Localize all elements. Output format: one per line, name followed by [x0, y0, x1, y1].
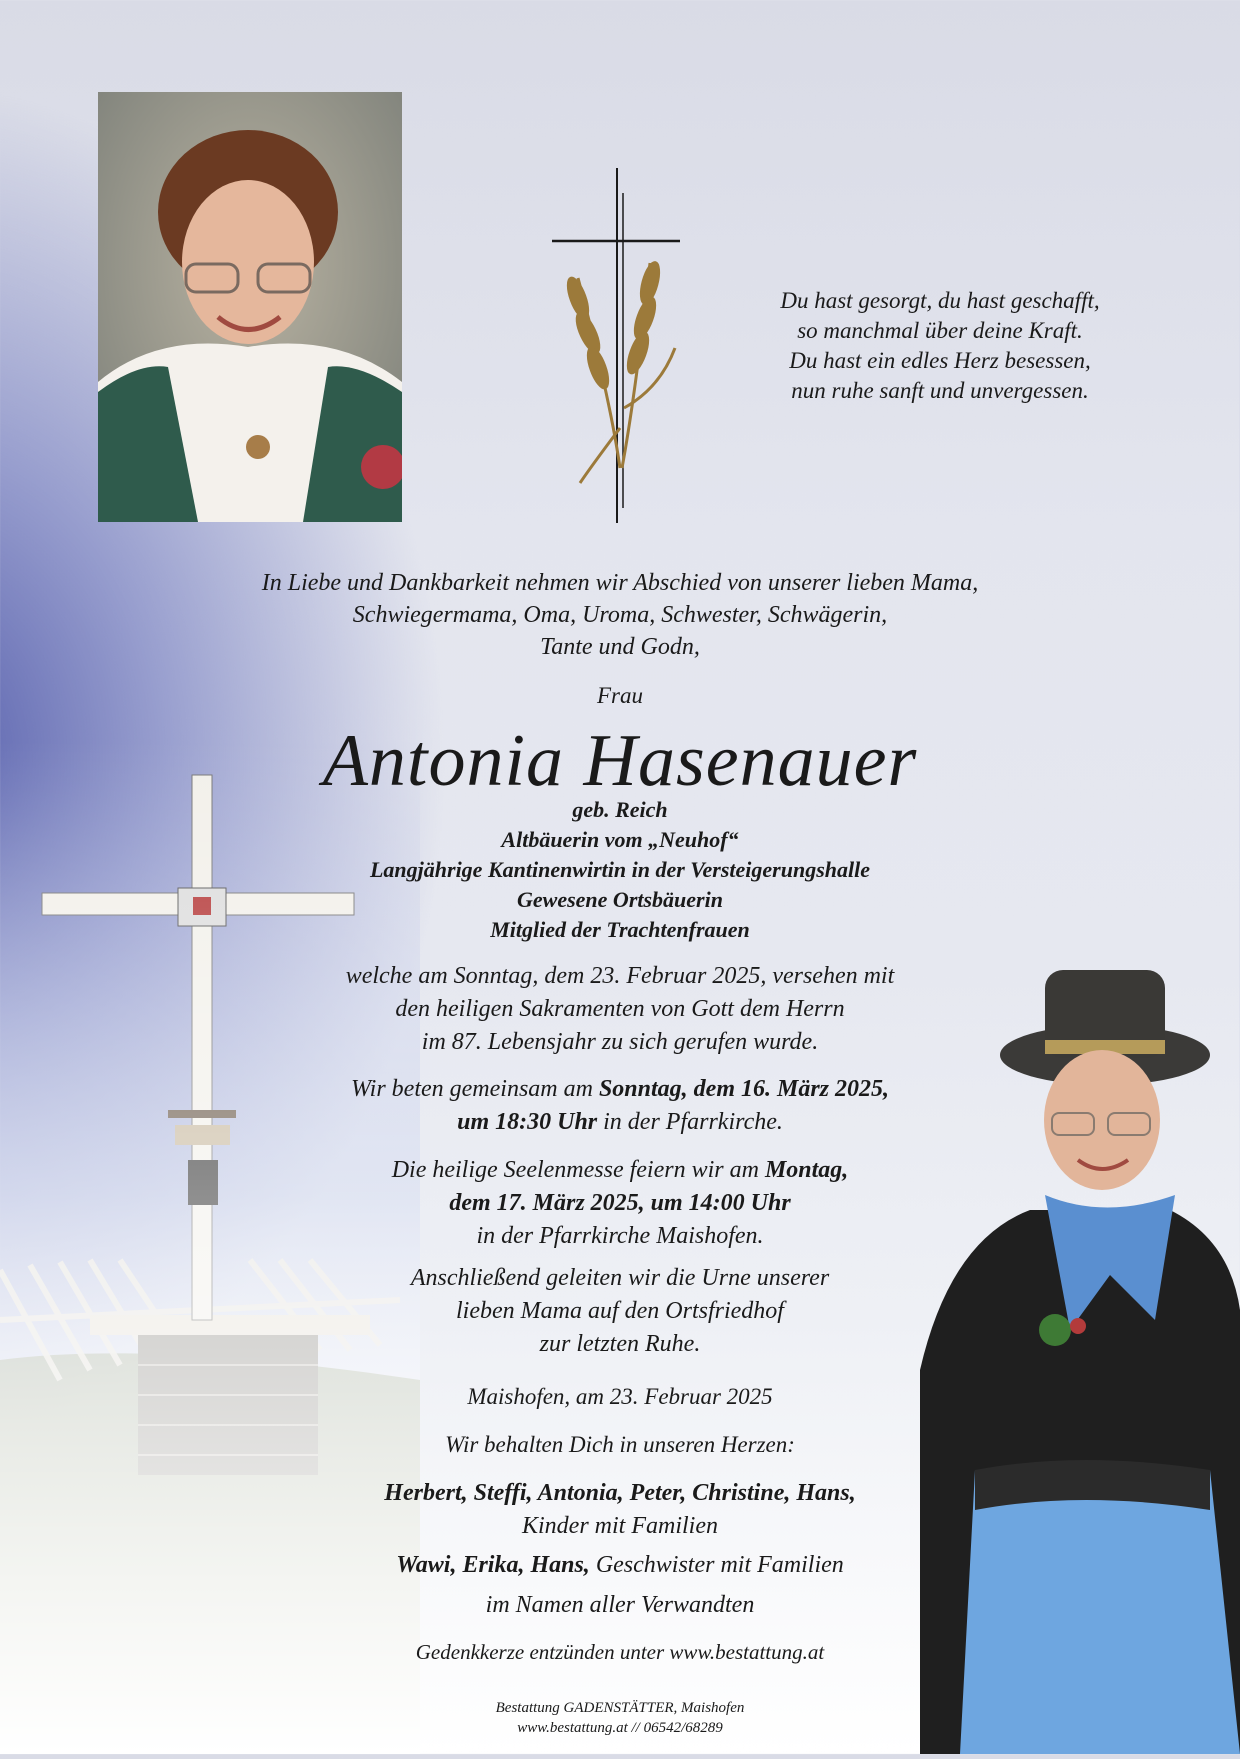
children-relation: Kinder mit Familien — [522, 1513, 718, 1539]
prayer-date: Sonntag, dem 16. März 2025, — [598, 1076, 890, 1102]
death-line: den heiligen Sakramenten von Gott dem Herrn — [395, 996, 845, 1022]
intro-text — [0, 567, 1240, 663]
relatives: im Namen aller Verwandten — [485, 1592, 755, 1618]
siblings-relation: Geschwister mit Familien — [589, 1552, 844, 1578]
family-siblings — [0, 1549, 1240, 1582]
footer-line[interactable]: www.bestattung.at // 06542/68289 — [517, 1720, 723, 1736]
mass-day: Montag, — [764, 1157, 849, 1183]
family-children — [0, 1477, 1240, 1543]
keep-in-heart: Wir behalten Dich in unseren Herzen: — [445, 1432, 795, 1457]
title-line: Mitglied der Trachtenfrauen — [490, 917, 750, 942]
urn-line: zur letzten Ruhe. — [539, 1331, 701, 1357]
salutation: Frau — [597, 683, 643, 708]
memorial-candle-link[interactable]: Gedenkkerze entzünden unter www.bestattung.at — [415, 1640, 825, 1664]
portrait-photo — [98, 92, 402, 522]
intro-line: Schwiegermama, Oma, Uroma, Schwester, Schwägerin, — [352, 602, 888, 628]
title-line: Langjährige Kantinenwirtin in der Versteigerungshalle — [369, 857, 870, 882]
urn-line: lieben Mama auf den Ortsfriedhof — [456, 1298, 784, 1324]
deceased-name: Antonia Hasenauer — [322, 720, 918, 802]
titles — [0, 795, 1240, 945]
place-date: Maishofen, am 23. Februar 2025 — [467, 1384, 773, 1409]
urn-info — [0, 1262, 1240, 1361]
title-line: geb. Reich — [572, 797, 668, 822]
prayer-prefix: Wir beten gemeinsam am — [350, 1076, 599, 1102]
children-names: Herbert, Steffi, Antonia, Peter, Christine, Hans, — [384, 1480, 856, 1506]
title-line: Altbäuerin vom „Neuhof“ — [501, 827, 739, 852]
mass-datetime: dem 17. März 2025, um 14:00 Uhr — [449, 1190, 791, 1216]
mass-location: in der Pfarrkirche Maishofen. — [476, 1223, 764, 1249]
poem-line: Du hast gesorgt, du hast geschafft, — [780, 288, 1100, 313]
death-line: welche am Sonntag, dem 23. Februar 2025, versehen mit — [345, 963, 895, 989]
death-notice — [0, 960, 1240, 1059]
siblings-names: Wawi, Erika, Hans, — [396, 1552, 590, 1578]
title-line: Gewesene Ortsbäuerin — [517, 887, 723, 912]
poem-line: nun ruhe sanft und unvergessen. — [791, 378, 1089, 403]
mass-prefix: Die heilige Seelenmesse feiern wir am — [391, 1157, 765, 1183]
intro-line: Tante und Godn, — [540, 634, 700, 660]
urn-line: Anschließend geleiten wir die Urne unserer — [410, 1265, 830, 1291]
poem-line: Du hast ein edles Herz besessen, — [789, 348, 1091, 373]
prayer-info — [0, 1073, 1240, 1139]
prayer-time: um 18:30 Uhr — [457, 1109, 598, 1135]
prayer-suffix: in der Pfarrkirche. — [597, 1109, 783, 1135]
cross-wheat-icon — [550, 168, 685, 528]
footer-line: Bestattung GADENSTÄTTER, Maishofen — [495, 1700, 745, 1716]
mass-info — [0, 1154, 1240, 1253]
death-line: im 87. Lebensjahr zu sich gerufen wurde. — [421, 1029, 819, 1055]
poem-line: so manchmal über deine Kraft. — [797, 318, 1083, 343]
poem — [690, 286, 1190, 406]
undertaker-footer — [0, 1698, 1240, 1738]
intro-line: In Liebe und Dankbarkeit nehmen wir Abschied von unserer lieben Mama, — [261, 570, 979, 596]
